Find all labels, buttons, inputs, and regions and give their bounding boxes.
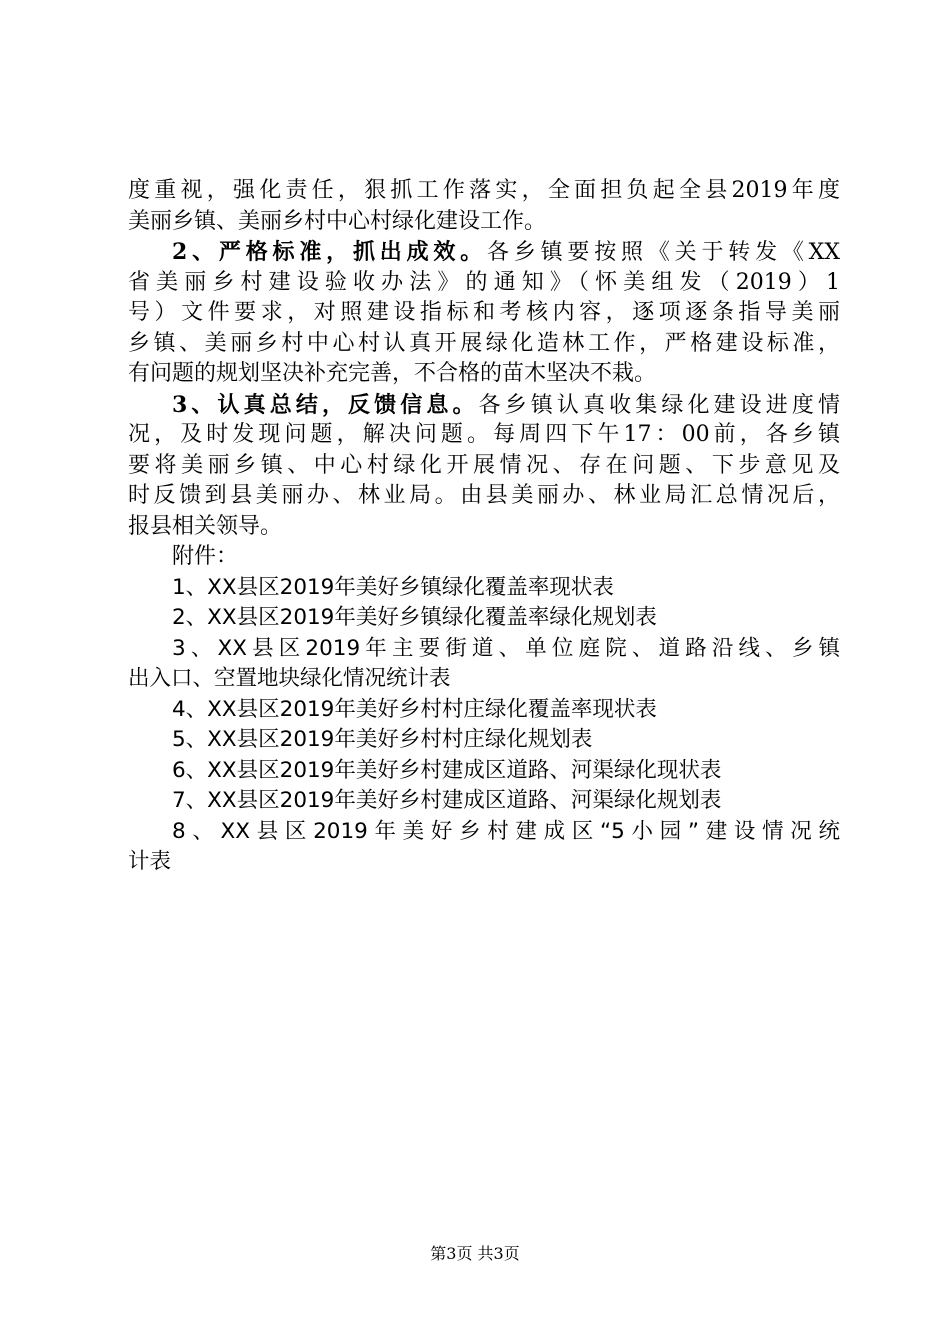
attachments-label: 附件：	[172, 544, 239, 569]
paragraph-3-heading: 3、认真总结，反馈信息。	[172, 391, 479, 418]
paragraph-3-line-5: 报县相关领导。	[128, 513, 283, 539]
attachment-item-8-line-1: 8、XX县区2019年美好乡村建成区“5小园”建设情况统	[172, 818, 840, 844]
attachment-item-6: 6、XX县区2019年美好乡村建成区道路、河渠绿化现状表	[172, 757, 722, 783]
attachment-item-2: 2、XX县区2019年美好乡镇绿化覆盖率绿化规划表	[172, 605, 657, 630]
paragraph-2-line-5: 有问题的规划坚决补充完善，不合格的苗木坚决不栽。	[128, 361, 657, 386]
attachment-item-3-line-2: 出入口、空置地块绿化情况统计表	[128, 666, 451, 691]
paragraph-3-line-1	[128, 390, 840, 421]
paragraph-2-line-4: 乡镇、美丽乡村中心村认真开展绿化造林工作，严格建设标准，	[128, 330, 840, 356]
attachment-item-5: 5、XX县区2019年美好乡村村庄绿化规划表	[172, 727, 593, 752]
paragraph-3-line-3: 要将美丽乡镇、中心村绿化开展情况、存在问题、下步意见及	[128, 452, 840, 478]
paragraph-3-line-2: 况，及时发现问题，解决问题。每周四下午17：00前，各乡镇	[128, 422, 840, 447]
paragraph-2-line-3: 号）文件要求，对照建设指标和考核内容，逐项逐条指导美丽	[128, 300, 840, 325]
attachment-item-8-line-2: 计表	[128, 849, 172, 874]
document-body	[128, 176, 840, 878]
paragraph-1-line-2: 美丽乡镇、美丽乡村中心村绿化建设工作。	[128, 208, 547, 234]
attachment-item-1: 1、XX县区2019年美好乡镇绿化覆盖率现状表	[172, 574, 614, 600]
paragraph-2-line-1	[128, 237, 840, 268]
paragraph-2-line-2: 省美丽乡村建设验收办法》的通知》（怀美组发（2019）1	[128, 269, 840, 295]
attachment-item-7: 7、XX县区2019年美好乡村建成区道路、河渠绿化规划表	[172, 788, 722, 813]
attachment-item-3-line-1: 3、XX县区2019年主要街道、单位庭院、道路沿线、乡镇	[172, 635, 840, 661]
paragraph-2-heading: 2、严格标准，抓出成效。	[172, 239, 487, 265]
page-number-footer: 第3页 共3页	[430, 1244, 520, 1263]
attachment-item-4: 4、XX县区2019年美好乡村村庄绿化覆盖率现状表	[172, 696, 657, 722]
paragraph-1-line-1: 度重视，强化责任，狠抓工作落实，全面担负起全县2019年度	[128, 178, 840, 203]
paragraph-3-line-1-text: 各乡镇认真收集绿化建设进度情	[478, 392, 840, 418]
paragraph-2-line-1-text: 各乡镇要按照《关于转发《XX	[487, 240, 841, 265]
paragraph-3-line-4: 时反馈到县美丽办、林业局。由县美丽办、林业局汇总情况后，	[128, 483, 840, 508]
